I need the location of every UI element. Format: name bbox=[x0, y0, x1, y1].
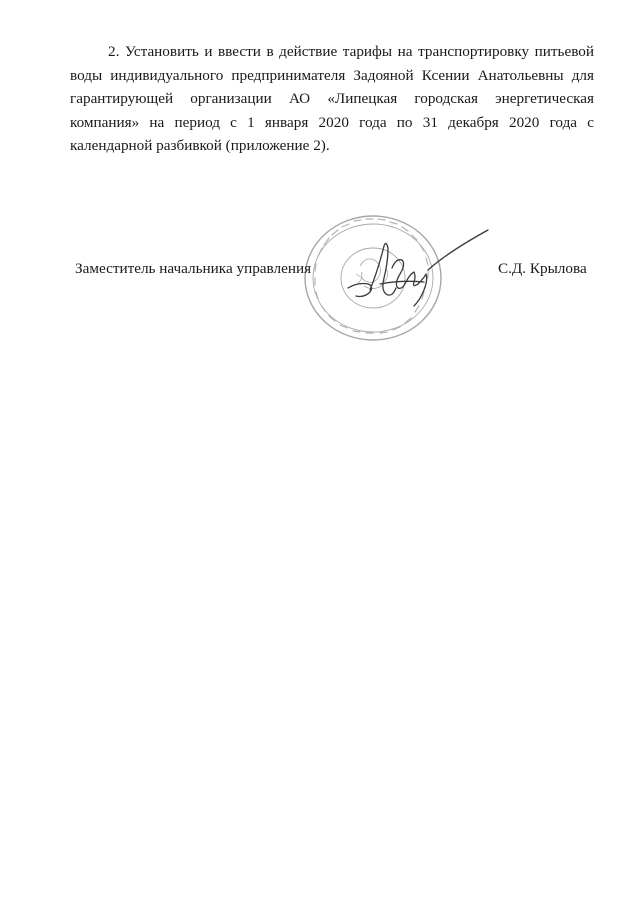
paragraph-2: 2. Установить и ввести в действие тарифы на транспортировку питьевой воды индивидуального предпринимателя Задояной Ксении Анатольевны для гарантирующей организации АО «Липецкая городская энергетическая компания» на период с 1 января 2020 года по 31 декабря 2020 года с календарной разбивкой (приложение 2). bbox=[70, 43, 594, 154]
signature-block bbox=[0, 258, 640, 288]
signatory-position: Заместитель начальника управления bbox=[75, 260, 312, 277]
signatory-name: С.Д. Крылова bbox=[498, 260, 587, 277]
